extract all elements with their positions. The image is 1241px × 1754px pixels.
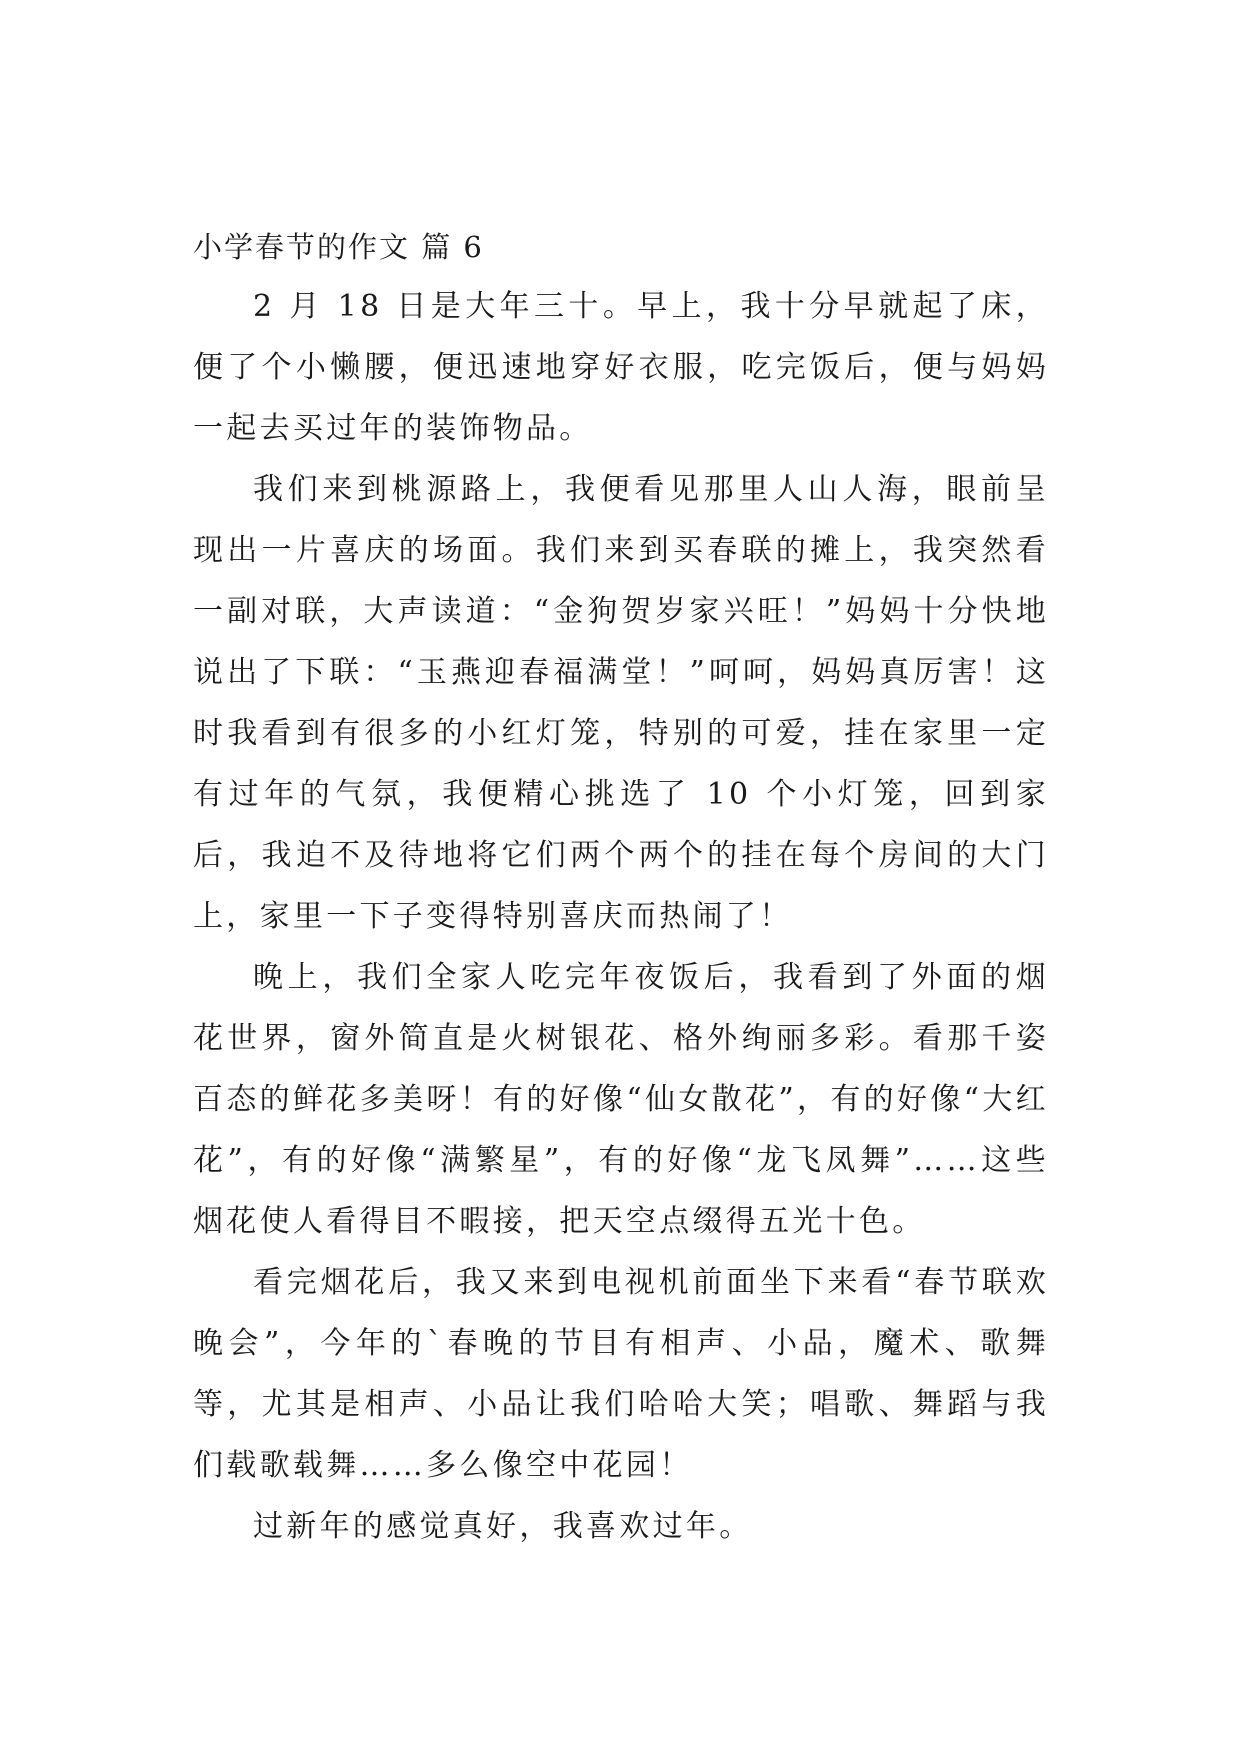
paragraph-3: 晚上，我们全家人吃完年夜饭后，我看到了外面的烟花世界，窗外简直是火树银花、格外绚丽多彩。看那千姿百态的鲜花多美呀！有的好像“仙女散花”，有的好像“大红花”，有的好像“满繁星”，有的好像“龙飞凤舞”……这些烟花使人看得目不暇接，把天空点缀得五光十色。 (193, 960, 1049, 1239)
paragraph-5: 过新年的感觉真好，我喜欢过年。 (253, 1509, 753, 1544)
essay-title: 小学春节的作文 篇 6 (193, 230, 484, 264)
document-body (193, 218, 1049, 1557)
paragraph-1: 2 月 18 日是大年三十。早上，我十分早就起了床，便了个小懒腰，便迅速地穿好衣服，吃完饭后，便与妈妈一起去买过年的装饰物品。 (193, 289, 1049, 446)
paragraph-4: 看完烟花后，我又来到电视机前面坐下来看“春节联欢晚会”，今年的`春晚的节目有相声、小品，魔术、歌舞等，尤其是相声、小品让我们哈哈大笑；唱歌、舞蹈与我们载歌载舞……多么像空中花园！ (193, 1265, 1049, 1483)
paragraph-2: 我们来到桃源路上，我便看见那里人山人海，眼前呈现出一片喜庆的场面。我们来到买春联的摊上，我突然看一副对联，大声读道：“金狗贺岁家兴旺！”妈妈十分快地说出了下联：“玉燕迎春福满堂！”呵呵，妈妈真厉害！这时我看到有很多的小红灯笼，特别的可爱，挂在家里一定有过年的气氛，我便精心挑选了 10 个小灯笼，回到家后，我迫不及待地将它们两个两个的挂在每个房间的大门上，家里一下子变得特别喜庆而热闹了！ (193, 472, 1049, 934)
